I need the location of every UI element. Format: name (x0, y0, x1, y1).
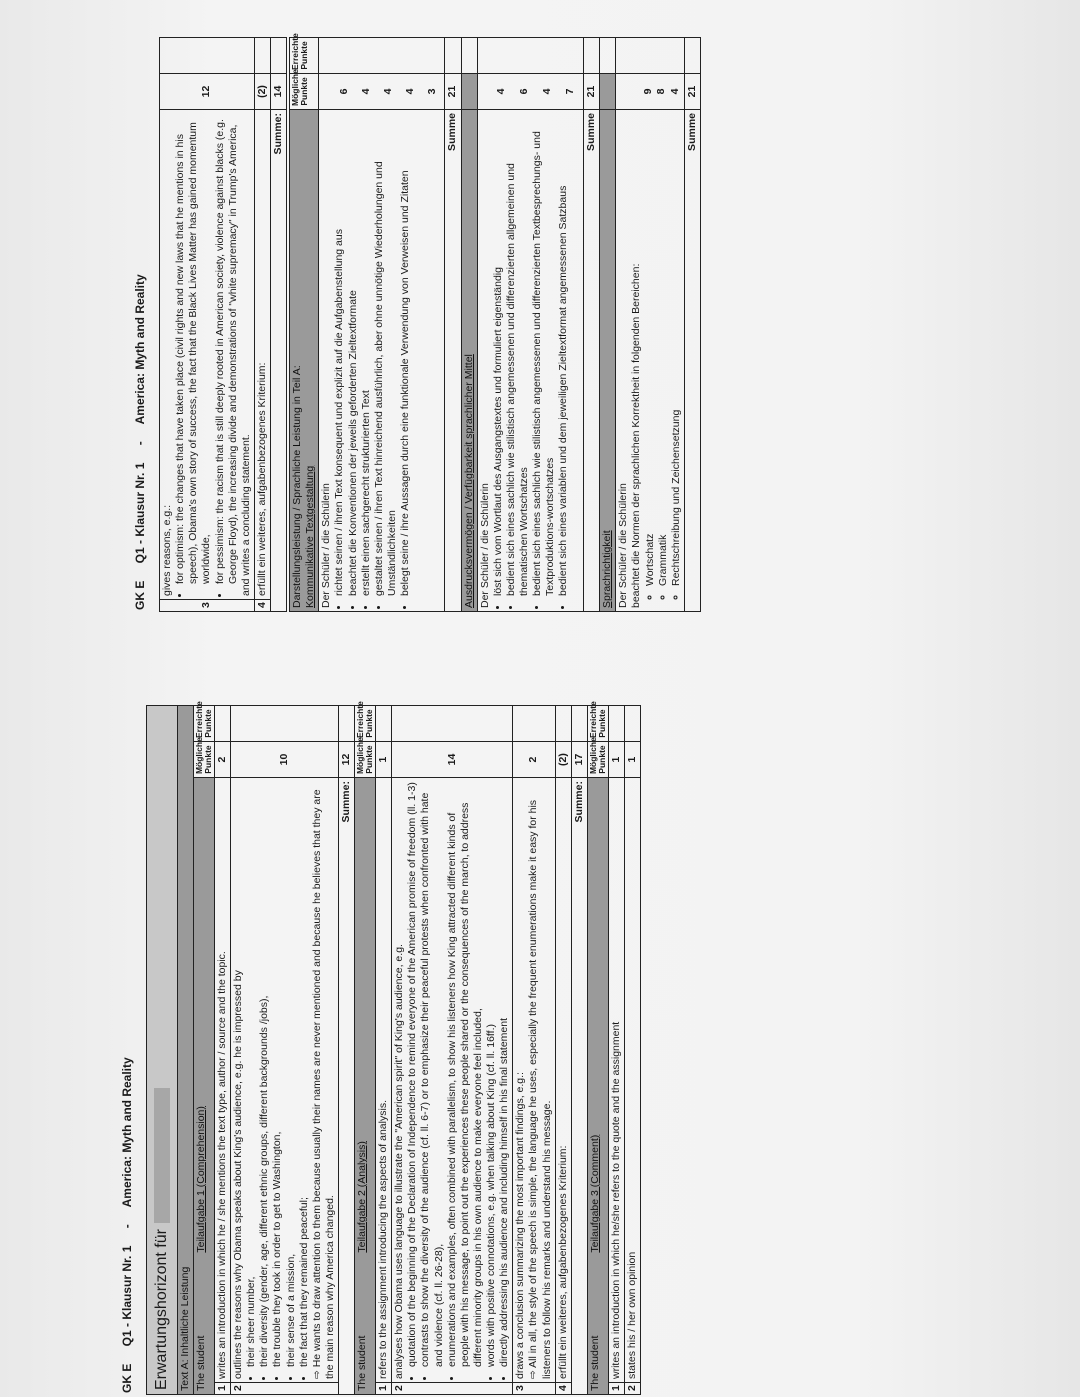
grading-table-right-bottom: Darstellungsleistung / Sprachliche Leistung in Teil A: Kommunikative Textgestaltung Mögliche Punkte Erreichte Punkte Der Schüler / die Schülerin • richtet seinen / ihren Text konsequent und explizit auf die Aufgabenstellung aus • beachtet die Konventionen der jeweils geforderten Zieltextformate • erstellt einen sachgerecht strukturierten Text • gestaltet seinen / ihren Text hinreichend ausführlich, aber ohne unnötige Wiederholungen und Umständlichkeiten • belegt seine / ihre Aussagen durch eine funktionale Verwendung von Verweisen und Zitaten 6 4 4 4 3 Summe 21 Ausdrucksvermögen / Verfügbarkeit sprachlicher Mittel Der Schüler / die Schülerin • löst sich vom Wortlaut des Ausgangstextes und formuliert eigenständig • bedient sich eines sachlich wie stilistisch angemessenen und differenzierten allgemeinen und thematischen Wortschatzes • bedient sich eines sachlich wie stilistisch angemessenen und differenzierten Textbesprechungs- und Textproduktions-wortschatzes • bedient sich eines variablen und dem jeweiligen Zieltextformat angemessenen Satzbaus 4 6 4 7 Summe 21 Sprachrichtigkeit Der Schüler / die Schülerin beachtet die Normen der sprachlichen Korrektheit in folgenden Bereichen: ◦ Wortschatz ◦ Grammatik ◦ Rechtschreibung und Zeichensetzung 9 8 4 Summe 21 (289, 37, 701, 612)
table-row: 3 gives reasons, e.g.: • for optimism: the changes that have taken place (civil rights and new laws that he mentions in his speech), Obama's own story of success, the fact that the Black Lives Matter has gained momentum worldwide, • for pessimism: the racism that is still deeply rooted in American society, violence against blacks (e.g. George Floyd), the increasing divide and demonstrations of "white supremacy" in Trump's America, and writes a concluding statement. 12 (160, 38, 255, 612)
grading-table-left: Erwartungshorizont für Text A: Inhaltliche Leistung The student Teilaufgabe 1 (Comprehension) Mögliche Punkte Erreichte Punkte 1 writes an introduction in which he / she mentions the text type, author / source and the topic. 2 2 outlines the reasons why Obama speaks about King's audience, e.g. he is impressed by • their sheer number, • their diversity (gender, age, different ethnic groups, different backgrounds /jobs), • the trouble they took in order to get to Washington, • their sense of a mission, • the fact that they remained peaceful; ⇨ He wants to draw attention to them because usually their names are never mentioned and because he believes that they are the main reason why America changed. 10 Summe: 12 The student Teilaufgabe 2 (Analysis) Mögliche Punkte Erreichte Punkte 1 refers to the assignment introducing the aspects of analysis. 1 2 analyses how Obama uses language to illustrate the "American spirit" of King's audience, e.g. • quotation of the beginning of the Declaration of Independence to remind everyone of the American promise of freedom (ll. 1-3) • contrasts to show the diversity of the audience (cf. ll. 6-7) or to emphasize their peaceful protests when confronted with hate and violence (cf. ll. 26-28), • enumerations and examples, often combined with parallelism, to show his listeners how King attracted different kinds of people with his message, to point out the experiences these people shared or the consequences of the march, to address different minority groups in his own audience to make everyone feel included, • words with positive connotations, e.g. when talking about King (cf. ll. 16ff.) • directly addressing his audience and including himself in his final statement 14 3 draws a conclusion summarizing the most important findings, e.g.: ⇨ All in all, the style of the speech is simple, the language he uses, especially the frequent enumerations make it easy for his listeners to follow his remarks and understand his message. 2 4 erfüllt ein weiteres, aufgabenbezogenes Kriterium: (2) Summe: 17 The student Teilaufgabe 3 (Comment) Mögliche Punkte Erreichte Punkte 1 writes an introduction in which he/she refers to the quote and the assignment 1 2 states his / her own opinion 1 (146, 705, 641, 1395)
grading-table-right-top: 3 gives reasons, e.g.: • for optimism: the changes that have taken place (civil rights and new laws that he mentions in his speech), Obama's own story of success, the fact that the Black Lives Matter has gained momentum worldwide, • for pessimism: the racism that is still deeply rooted in American society, violence against blacks (e.g. George Floyd), the increasing divide and demonstrations of "white supremacy" in Trump's America, and writes a concluding statement. 12 4 erfüllt ein weiteres, aufgabenbezogenes Kriterium: (2) Summe: 14 (159, 37, 287, 612)
table-row: Der Schüler / die Schülerin • löst sich vom Wortlaut des Ausgangstextes und formuliert eigenständig • bedient sich eines sachlich wie stilistisch angemessenen und differenzierten allgemeinen und thematischen Wortschatzes • bedient sich eines sachlich wie stilistisch angemessenen und differenzierten Textbesprechungs- und Textproduktions-wortschatzes • bedient sich eines variablen und dem jeweiligen Zieltextformat angemessenen Satzbaus 4 6 4 7 (477, 38, 583, 612)
ausdruck-header: Ausdrucksvermögen / Verfügbarkeit sprachlicher Mittel (461, 110, 477, 612)
task3-header: The student Teilaufgabe 3 (Comment) (587, 778, 608, 1395)
table-row: 1 writes an introduction in which he/she refers to the quote and the assignment 1 (608, 706, 624, 1395)
table-row: 3 draws a conclusion summarizing the most important findings, e.g.: ⇨ All in all, the style of the speech is simple, the language he uses, especially the frequent enumerations make it easy for his listeners to follow his remarks and understand his message. 2 (513, 706, 555, 1395)
task2-header: The student Teilaufgabe 2 (Analysis) (355, 778, 376, 1395)
exam-label: Q1 - Klausur Nr. 1 (133, 462, 147, 564)
page-right-header: GK E Q1 - Klausur Nr. 1 - America: Myth and Reality (133, 274, 147, 610)
exam-label: Q1 - Klausur Nr. 1 (120, 1245, 134, 1347)
redacted-name (154, 1088, 170, 1223)
page-left (112, 701, 638, 1395)
task1-header: The student Teilaufgabe 1 (Comprehension) (194, 778, 215, 1395)
analysis-list: • quotation of the beginning of the Declaration of Independence to remind everyone of the American promise of freedom (ll. 1-3) • contrasts to show the diversity of the audience (cf. ll. 6-7) or to emphasize their peaceful protests when confronted with hate and violence (cf. ll. 26-28), • enumerations and examples, often combined with parallelism, to show his listeners how King attracted different kinds of people with his message, to point out the experiences these people shared or the consequences of the march, to address different minority groups in his own audience to make everyone feel included, • words with positive connotations, e.g. when talking about King (cf. ll. 16ff.) • directly addressing his audience and including himself in his final statement (406, 781, 511, 1379)
section-heading: Text A: Inhaltliche Leistung (178, 706, 194, 1395)
reasons-list: • their sheer number, • their diversity (gender, age, different ethnic groups, different backgrounds /jobs), • the trouble they took in order to get to Washington, • their sense of a mission, • the fact that they remained peaceful; ⇨ He wants to draw attention to them because usually their names are never mentioned and because he believes that they are the main reason why America changed. (245, 781, 337, 1379)
page-right (125, 33, 698, 612)
table-row: 4 erfüllt ein weiteres, aufgabenbezogenes Kriterium: (2) (555, 706, 571, 1395)
table-row: 2 outlines the reasons why Obama speaks about King's audience, e.g. he is impressed by • their sheer number, • their diversity (gender, age, different ethnic groups, different backgrounds /jobs), • the trouble they took in order to get to Washington, • their sense of a mission, • the fact that they remained peaceful; ⇨ He wants to draw attention to them because usually their names are never mentioned and because he believes that they are the main reason why America changed. 10 (231, 706, 339, 1395)
table-row: Der Schüler / die Schülerin • richtet seinen / ihren Text konsequent und explizit auf die Aufgabenstellung aus • beachtet die Konventionen der jeweils geforderten Zieltextformate • erstellt einen sachgerecht strukturierten Text • gestaltet seinen / ihren Text hinreichend ausführlich, aber ohne unnötige Wiederholungen und Umständlichkeiten • belegt seine / ihre Aussagen durch eine funktionale Verwendung von Verweisen und Zitaten 6 4 4 4 3 (319, 38, 445, 612)
topic-label: America: Myth and Reality (133, 274, 147, 425)
table-row: 2 states his / her own opinion 1 (624, 706, 640, 1395)
page-left-header: GK E Q1 - Klausur Nr. 1 - America: Myth and Reality (120, 1057, 134, 1393)
darstellung-header: Darstellungsleistung / Sprachliche Leistung in Teil A: Kommunikative Textgestaltung (290, 110, 319, 612)
topic-label: America: Myth and Reality (120, 1057, 134, 1208)
table-row: 1 refers to the assignment introducing the aspects of analysis. 1 (376, 706, 392, 1395)
course-label: GK E (120, 1363, 134, 1393)
course-label: GK E (133, 580, 147, 610)
table-row: 4 erfüllt ein weiteres, aufgabenbezogenes Kriterium: (2) (254, 38, 270, 612)
table-row: 1 writes an introduction in which he / she mentions the text type, author / source and the topic. 2 (214, 706, 230, 1395)
table-row: Der Schüler / die Schülerin beachtet die Normen der sprachlichen Korrektheit in folgenden Bereichen: ◦ Wortschatz ◦ Grammatik ◦ Rechtschreibung und Zeichensetzung 9 8 4 (616, 38, 685, 612)
table-title: Erwartungshorizont für (147, 706, 178, 1395)
sprache-header: Sprachrichtigkeit (600, 110, 616, 612)
table-row: 2 analyses how Obama uses language to illustrate the "American spirit" of King's audience, e.g. • quotation of the beginning of the Declaration of Independence to remind everyone of the American promise of freedom (ll. 1-3) • contrasts to show the diversity of the audience (cf. ll. 6-7) or to emphasize their peaceful protests when confronted with hate and violence (cf. ll. 26-28), • enumerations and examples, often combined with parallelism, to show his listeners how King attracted different kinds of people with his message, to point out the experiences these people shared or the consequences of the march, to address different minority groups in his own audience to make everyone feel included, • words with positive connotations, e.g. when talking about King (cf. ll. 16ff.) • directly addressing his audience and including himself in his final statement 14 (392, 706, 513, 1395)
